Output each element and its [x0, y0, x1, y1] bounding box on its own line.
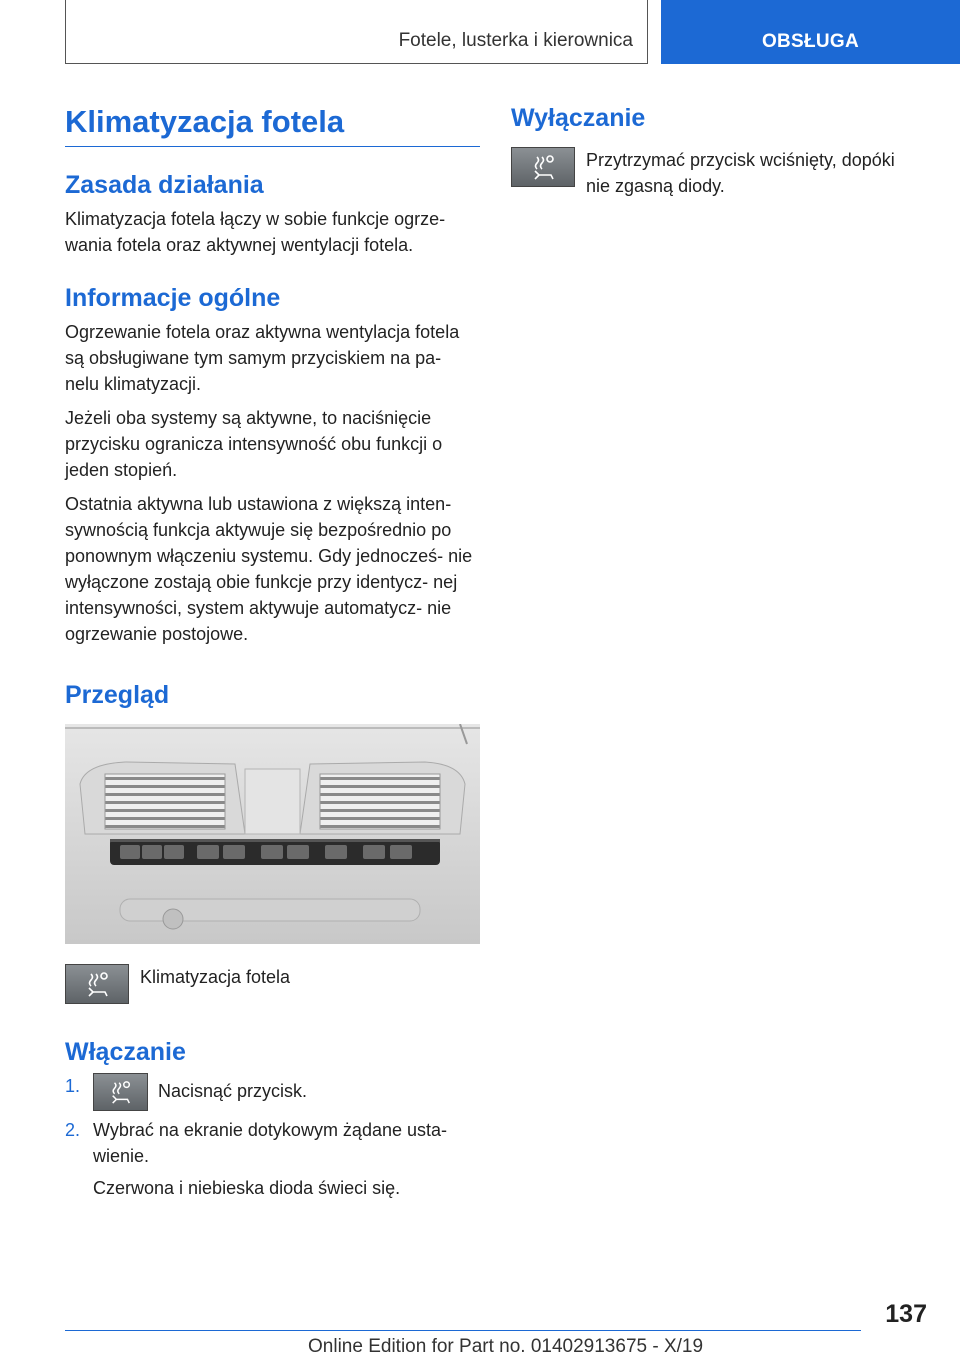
title-rule [65, 104, 480, 147]
switch-off-row [511, 147, 911, 199]
page-number: 137 [885, 1300, 927, 1328]
paragraph: Ostatnia aktywna lub ustawiona z większą inten‐ sywnością funkcja aktywuje się bezpośrednio po ponownym włączeniu systemu. Gdy jednocześ‐ nie wyłączone zostają obie funkcje przy identycz‐ nej intensywności, system aktywuje automatycz‐ nie ogrzewanie postojowe. [65, 494, 473, 644]
section-switch-on [65, 1038, 480, 1201]
step-number: 2. [65, 1120, 81, 1140]
section-overview [65, 681, 480, 1004]
section-heading: Przegląd [65, 681, 170, 709]
step-note: Czerwona i niebieska dioda świeci się. [93, 1178, 401, 1198]
list-item [65, 1117, 480, 1169]
climate-panel-photo [65, 724, 480, 944]
header-title: Fotele, lusterka i kierownica [398, 30, 633, 51]
step-text: Nacisnąć przycisk. [158, 1080, 308, 1101]
seat-climate-icon [65, 964, 129, 1004]
page-title: Klimatyzacja fotela [65, 104, 345, 139]
section-heading: Zasada działania [65, 171, 264, 199]
step-number: 1. [65, 1076, 81, 1096]
photo-caption: Klimatyzacja fotela [140, 967, 291, 987]
list-item [65, 1073, 480, 1111]
step-text: Wybrać na ekranie dotykowym żądane usta‐ wienie. [93, 1120, 448, 1166]
seat-climate-icon [93, 1073, 148, 1111]
paragraph: Klimatyzacja fotela łączy w sobie funkcje ogrze‐ wania fotela oraz aktywnej wentylacji fotela. [65, 209, 446, 255]
section-heading: Wyłączanie [511, 104, 646, 132]
seat-climate-icon [511, 147, 575, 187]
left-column [65, 104, 480, 1227]
paragraph: Jeżeli oba systemy są aktywne, to naciśnięcie przycisku ogranicza intensywność obu funkcji o jeden stopień. [65, 408, 443, 480]
header-box [65, 0, 648, 64]
paragraph: Przytrzymać przycisk wciśnięty, dopóki nie zgasną diody. [586, 150, 895, 196]
footer-edition: Online Edition for Part no. 01402913675 - X/19 [308, 1336, 704, 1357]
section-general [65, 284, 480, 647]
paragraph: Ogrzewanie fotela oraz aktywna wentylacja fotela są obsługiwane tym samym przyciskiem na pa‐ nelu klimatyzacji. [65, 322, 460, 394]
section-heading: Informacje ogólne [65, 284, 281, 312]
right-column [511, 104, 911, 199]
header-tab[interactable] [661, 0, 960, 64]
section-heading: Włączanie [65, 1038, 186, 1066]
caption-row [65, 964, 480, 1004]
header-tab-label: OBSŁUGA [761, 31, 860, 52]
steps-list [65, 1073, 480, 1169]
footer-rule [65, 1330, 861, 1331]
section-principle [65, 171, 480, 258]
